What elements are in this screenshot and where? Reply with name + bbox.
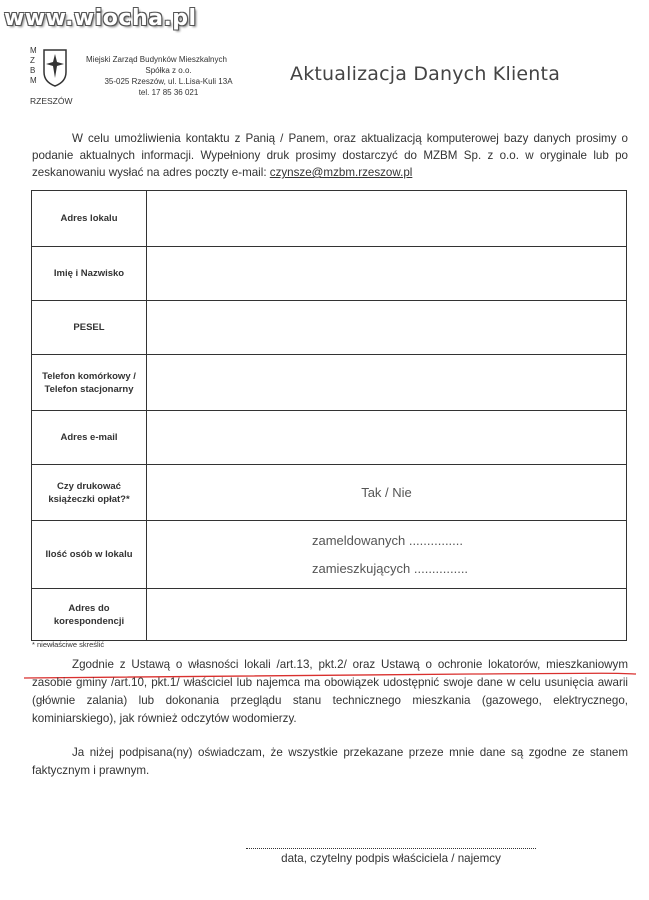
form-row xyxy=(32,247,627,301)
form-row xyxy=(32,589,627,641)
logo-letter: B xyxy=(30,66,36,75)
company-phone: tel. 17 85 36 021 xyxy=(138,88,199,97)
field-label: Ilość osób w lokalu xyxy=(32,521,147,589)
mzbm-logo xyxy=(30,46,80,108)
logo-letter: M xyxy=(30,46,37,55)
company-address: 35-025 Rzeszów, ul. L.Lisa-Kuli 13A xyxy=(104,77,233,86)
company-info xyxy=(86,54,251,98)
persons-count-field[interactable] xyxy=(147,521,627,589)
field-label: Adres e-mail xyxy=(32,411,147,465)
logo-letter: M xyxy=(30,76,37,85)
name-field[interactable] xyxy=(147,247,627,301)
email-link[interactable]: czynsze@mzbm.rzeszow.pl xyxy=(269,166,413,179)
field-label: Adres lokalu xyxy=(32,191,147,247)
watermark: www.wiocha.pl xyxy=(4,6,197,31)
form-row xyxy=(32,191,627,247)
phone-field[interactable] xyxy=(147,355,627,411)
law-paragraph xyxy=(32,656,628,728)
company-form: Spółka z o.o. xyxy=(145,66,192,75)
form-row xyxy=(32,301,627,355)
signature-line[interactable] xyxy=(246,848,536,849)
form-row xyxy=(32,411,627,465)
field-label: Telefon komórkowy / Telefon stacjonarny xyxy=(32,355,147,411)
registered-persons: zameldowanych ............... xyxy=(312,532,464,548)
field-label: PESEL xyxy=(32,301,147,355)
shield-cross-icon xyxy=(42,48,68,88)
logo-city: RZESZÓW xyxy=(30,96,73,106)
logo-letter: Z xyxy=(30,56,35,65)
residing-persons: zamieszkujących ............... xyxy=(312,560,469,576)
footnote: * niewłaściwe skreślić xyxy=(32,640,105,649)
client-data-form xyxy=(31,190,627,641)
declaration-text: Ja niżej podpisana(ny) oświadczam, że wszystkie przekazane przeze mnie dane są zgodne ze stanem faktycznym i prawnym. xyxy=(32,746,628,777)
page-title: Aktualizacja Danych Klienta xyxy=(290,63,561,85)
address-field[interactable] xyxy=(147,191,627,247)
form-row xyxy=(32,465,627,521)
intro-paragraph xyxy=(32,130,628,181)
logo-letters xyxy=(30,46,37,86)
law-text: Zgodnie z Ustawą o własności lokali /art.13, pkt.2/ oraz Ustawą o ochronie lokatorów, mieszkaniowym zasobie gminy /art.10, pkt.1/ właściciel lub najemca ma obowiązek udostępnić swoje dane w celu usunięcia awarii (głównie zalania) lub dokonania przeglądu stanu technicznego mieszkania (gazowego, elektrycznego, kominiarskiego), jak również odczytów wodomierzy. xyxy=(32,658,628,725)
form-row xyxy=(32,521,627,589)
field-label: Imię i Nazwisko xyxy=(32,247,147,301)
intro-text: W celu umożliwienia kontaktu z Panią / Panem, oraz aktualizacją komputerowej bazy danych prosimy o podanie aktualnych informacji. Wypełniony druk prosimy dostarczyć do MZBM Sp. z o.o. w oryginale lub po zeskanowaniu wysłać na adres poczty e-mail: xyxy=(32,132,628,179)
signature-caption: data, czytelny podpis właściciela / najemcy xyxy=(281,852,501,865)
company-name: Miejski Zarząd Budynków Mieszkalnych xyxy=(86,55,227,64)
email-field[interactable] xyxy=(147,411,627,465)
print-booklet-choice[interactable]: Tak / Nie xyxy=(147,465,627,521)
field-label: Adres do korespondencji xyxy=(32,589,147,641)
correspondence-address-field[interactable] xyxy=(147,589,627,641)
declaration-paragraph xyxy=(32,744,628,780)
form-row xyxy=(32,355,627,411)
field-label: Czy drukować książeczki opłat?* xyxy=(32,465,147,521)
pesel-field[interactable] xyxy=(147,301,627,355)
